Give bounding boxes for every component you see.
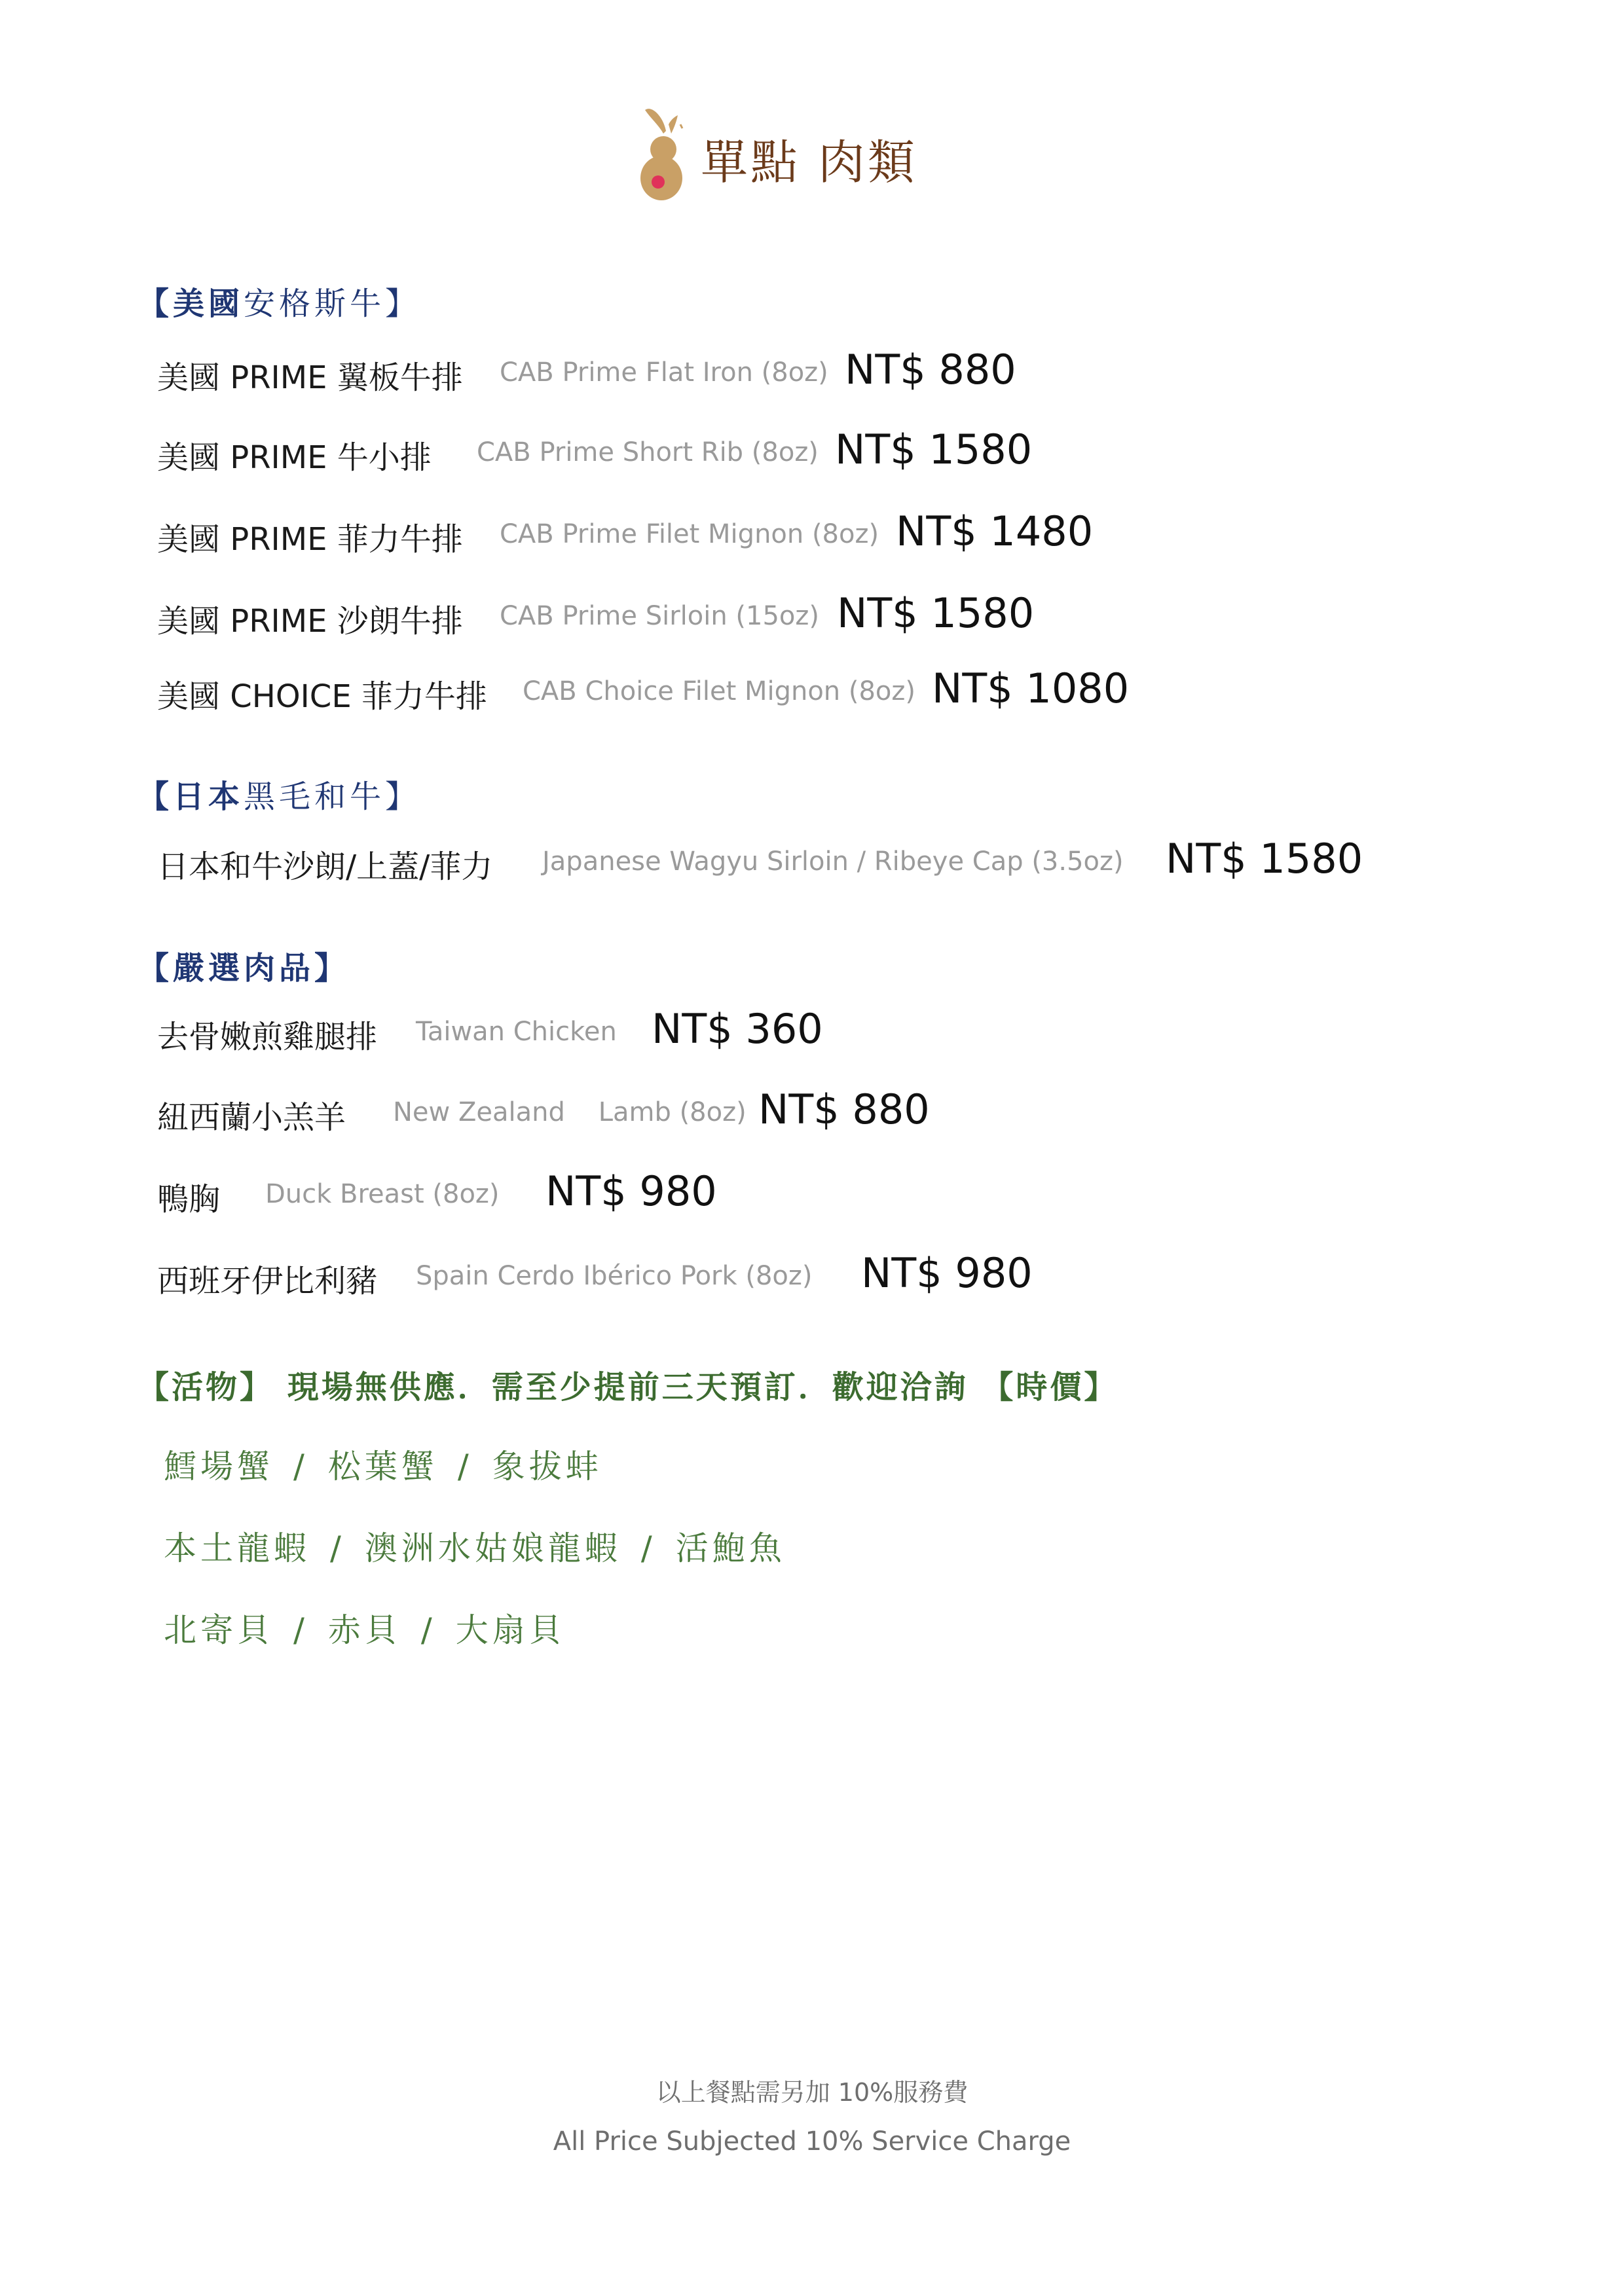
service-charge-note-zh: 以上餐點需另加 10%服務費 <box>655 2078 969 2107</box>
menu-item <box>0 589 1624 642</box>
list-item: 本土龍蝦 <box>164 1529 310 1567</box>
item-name-zh: 西班牙伊比利豬 <box>157 1263 378 1300</box>
item-name-zh: 日本和牛沙朗/上蓋/菲力 <box>157 848 493 885</box>
menu-item <box>0 507 1624 560</box>
list-item: 鱈場蟹 <box>164 1448 274 1485</box>
item-name-zh: 鴨胸 <box>157 1181 221 1218</box>
menu-item <box>0 665 1624 717</box>
live-seafood-row <box>164 1522 786 1569</box>
page-title: 單點 肉類 <box>701 135 917 190</box>
separator: / <box>330 1529 345 1567</box>
separator: / <box>293 1448 308 1485</box>
service-charge-note-en: All Price Subjected 10% Service Charge <box>553 2126 1071 2157</box>
list-item: 松葉蟹 <box>327 1448 438 1485</box>
section-title: 【日本黑毛和牛】 <box>138 778 421 815</box>
list-item: 大扇貝 <box>455 1611 566 1649</box>
list-item: 澳洲水姑娘龍蝦 <box>364 1529 621 1567</box>
item-name-en: CAB Prime Filet Mignon (8oz) <box>500 519 879 549</box>
item-name-zh: 美國 PRIME 沙朗牛排 <box>157 603 463 640</box>
menu-item <box>0 346 1624 398</box>
item-price: NT$ 1580 <box>1166 835 1363 883</box>
separator: / <box>293 1611 308 1649</box>
menu-item <box>0 1167 1624 1220</box>
item-price: NT$ 1580 <box>837 589 1035 637</box>
item-name-en: Spain Cerdo Ibérico Pork (8oz) <box>416 1261 813 1291</box>
item-name-en: Taiwan Chicken <box>416 1017 617 1047</box>
separator: / <box>640 1529 656 1567</box>
list-item: 活鮑魚 <box>675 1529 786 1567</box>
item-name-en: Duck Breast (8oz) <box>265 1179 500 1209</box>
section-title: 【嚴選肉品】 <box>138 950 350 987</box>
separator: / <box>457 1448 473 1485</box>
list-item: 北寄貝 <box>164 1611 274 1649</box>
item-price: NT$ 980 <box>545 1167 717 1215</box>
separator: / <box>420 1611 436 1649</box>
list-item: 赤貝 <box>327 1611 401 1649</box>
item-price: NT$ 1580 <box>835 426 1033 473</box>
menu-item <box>0 426 1624 478</box>
item-name-zh: 美國 CHOICE 菲力牛排 <box>157 678 487 715</box>
item-name-en: CAB Prime Short Rib (8oz) <box>477 437 819 467</box>
section-title: 【活物】 現場無供應．需至少提前三天預訂．歡迎洽詢 【時價】 <box>138 1369 1118 1406</box>
item-name-zh: 去骨嫩煎雞腿排 <box>157 1019 378 1055</box>
item-name-zh: 美國 PRIME 翼板牛排 <box>157 359 463 396</box>
item-price: NT$ 1080 <box>932 665 1130 712</box>
item-name-en: CAB Prime Sirloin (15oz) <box>500 601 820 631</box>
item-name-en: New Zealand Lamb (8oz) <box>393 1097 747 1127</box>
menu-item <box>0 1005 1624 1057</box>
item-name-zh: 美國 PRIME 菲力牛排 <box>157 521 463 558</box>
list-item: 象拔蚌 <box>492 1448 602 1485</box>
menu-item <box>0 1085 1624 1138</box>
menu-header <box>0 98 1624 203</box>
item-name-zh: 紐西蘭小羔羊 <box>157 1099 346 1136</box>
menu-item <box>0 835 1624 887</box>
item-name-en: CAB Choice Filet Mignon (8oz) <box>523 676 915 706</box>
menu-item <box>0 1249 1624 1302</box>
item-price: NT$ 980 <box>861 1249 1033 1297</box>
section-title: 【美國安格斯牛】 <box>138 285 421 322</box>
item-price: NT$ 880 <box>845 346 1016 393</box>
rabbit-logo-icon <box>625 105 697 203</box>
item-price: NT$ 360 <box>652 1005 823 1053</box>
item-price: NT$ 1480 <box>896 507 1094 555</box>
item-price: NT$ 880 <box>758 1085 930 1133</box>
item-name-zh: 美國 PRIME 牛小排 <box>157 439 432 476</box>
item-name-en: Japanese Wagyu Sirloin / Ribeye Cap (3.5oz) <box>542 847 1124 877</box>
live-seafood-row <box>164 1604 566 1651</box>
live-seafood-row <box>164 1440 602 1487</box>
item-name-en: CAB Prime Flat Iron (8oz) <box>500 357 828 388</box>
